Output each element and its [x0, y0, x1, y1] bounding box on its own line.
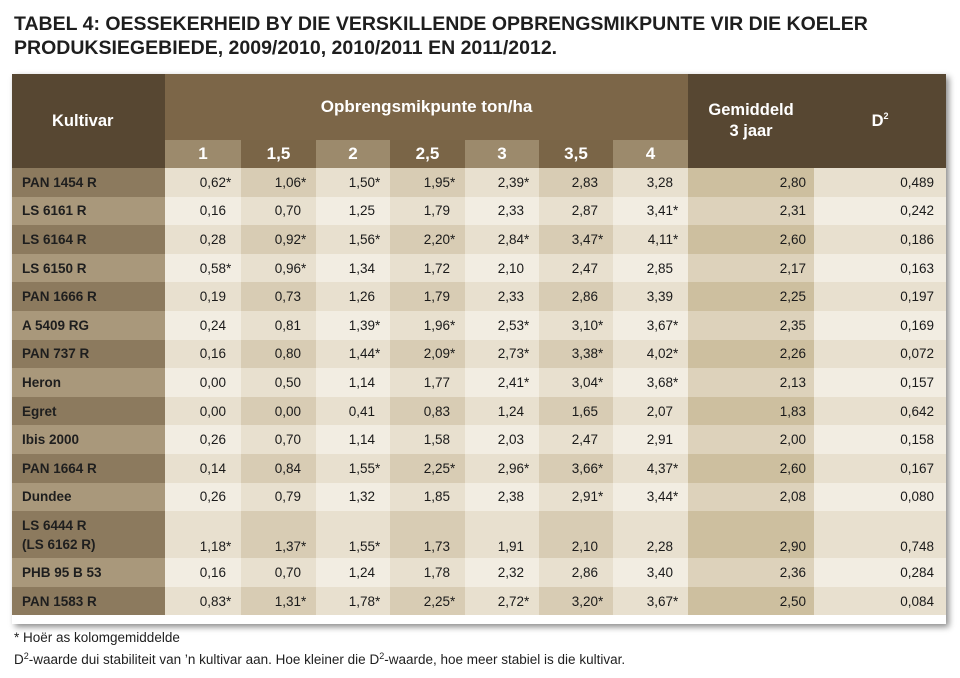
- cell-value: 0,79: [241, 483, 316, 512]
- cell-mean: 2,31: [688, 197, 814, 226]
- table-row: [12, 340, 946, 369]
- header-gemiddeld-line1: Gemiddeld: [708, 101, 794, 119]
- cell-value: 3,28: [613, 168, 688, 197]
- cell-d2: 0,748: [814, 511, 946, 558]
- cell-value: 0,28: [165, 225, 241, 254]
- cell-value: 0,73: [241, 282, 316, 311]
- cell-value: 0,16: [165, 197, 241, 226]
- cell-value: 0,83*: [165, 587, 241, 616]
- cell-value: 0,16: [165, 340, 241, 369]
- cell-kultivar: LS 6161 R: [12, 197, 165, 226]
- cell-value: 1,79: [390, 282, 465, 311]
- table-body: [12, 168, 946, 615]
- cell-value: 1,72: [390, 254, 465, 283]
- footnote-d2-a: D: [14, 652, 24, 667]
- cell-value: 0,84: [241, 454, 316, 483]
- cell-value: 0,96*: [241, 254, 316, 283]
- cell-mean: 2,90: [688, 511, 814, 558]
- cell-value: 0,00: [241, 397, 316, 426]
- cell-value: 2,47: [539, 254, 613, 283]
- cell-value: 1,37*: [241, 511, 316, 558]
- cell-value: 0,00: [165, 368, 241, 397]
- header-kultivar: Kultivar: [12, 74, 165, 168]
- cell-value: 3,67*: [613, 311, 688, 340]
- target-header: 3,5: [539, 140, 613, 168]
- cell-kultivar: PAN 737 R: [12, 340, 165, 369]
- cell-value: 0,70: [241, 425, 316, 454]
- cell-kultivar: LS 6150 R: [12, 254, 165, 283]
- cell-value: 3,04*: [539, 368, 613, 397]
- header-gemiddeld: [688, 74, 814, 168]
- cell-value: 1,96*: [390, 311, 465, 340]
- target-header: 1: [165, 140, 241, 168]
- cell-kultivar: Dundee: [12, 483, 165, 512]
- cell-kultivar: PAN 1454 R: [12, 168, 165, 197]
- header-d2: [814, 74, 946, 168]
- cell-value: 2,32: [465, 558, 539, 587]
- table-row: [12, 225, 946, 254]
- cell-d2: 0,072: [814, 340, 946, 369]
- cell-d2: 0,186: [814, 225, 946, 254]
- cell-value: 2,86: [539, 282, 613, 311]
- cell-d2: 0,163: [814, 254, 946, 283]
- cell-value: 0,50: [241, 368, 316, 397]
- target-header: 2,5: [390, 140, 465, 168]
- cell-value: 2,85: [613, 254, 688, 283]
- cell-value: 1,55*: [316, 511, 390, 558]
- table-row: [12, 368, 946, 397]
- cell-value: 0,00: [165, 397, 241, 426]
- cell-value: 0,26: [165, 425, 241, 454]
- cell-value: 0,19: [165, 282, 241, 311]
- cell-value: 2,87: [539, 197, 613, 226]
- cell-value: 1,14: [316, 425, 390, 454]
- cell-value: 1,31*: [241, 587, 316, 616]
- header-d2-label: D: [871, 111, 884, 130]
- cell-value: 2,03: [465, 425, 539, 454]
- cell-kultivar: PAN 1664 R: [12, 454, 165, 483]
- table-row: [12, 558, 946, 587]
- cell-value: 1,26: [316, 282, 390, 311]
- table-row: [12, 511, 946, 558]
- cell-value: 2,10: [465, 254, 539, 283]
- cell-d2: 0,158: [814, 425, 946, 454]
- cell-mean: 2,13: [688, 368, 814, 397]
- cell-value: 0,26: [165, 483, 241, 512]
- cell-value: 0,70: [241, 558, 316, 587]
- title-line-2: PRODUKSIEGEBIEDE, 2009/2010, 2010/2011 EN 2011/2012.: [14, 37, 558, 59]
- cell-kultivar: Ibis 2000: [12, 425, 165, 454]
- cell-value: 3,39: [613, 282, 688, 311]
- cell-mean: 2,50: [688, 587, 814, 616]
- cell-value: 1,58: [390, 425, 465, 454]
- cell-value: 1,77: [390, 368, 465, 397]
- cell-value: 0,80: [241, 340, 316, 369]
- cell-mean: 2,60: [688, 225, 814, 254]
- title-line-1: TABEL 4: OESSEKERHEID BY DIE VERSKILLENDE OPBRENGSMIKPUNTE VIR DIE KOELER: [14, 13, 868, 35]
- table-title: [14, 12, 944, 60]
- cell-value: 2,25*: [390, 587, 465, 616]
- target-header: 4: [613, 140, 688, 168]
- cell-d2: 0,157: [814, 368, 946, 397]
- cell-kultivar: LS 6164 R: [12, 225, 165, 254]
- cell-value: 1,85: [390, 483, 465, 512]
- cell-value: 2,38: [465, 483, 539, 512]
- table-row: [12, 483, 946, 512]
- header-opbrengsmikpunte: Opbrengsmikpunte ton/ha: [165, 74, 688, 140]
- cell-kultivar: PAN 1666 R: [12, 282, 165, 311]
- cell-value: 0,41: [316, 397, 390, 426]
- cell-value: 1,56*: [316, 225, 390, 254]
- cell-d2: 0,489: [814, 168, 946, 197]
- cell-value: 3,68*: [613, 368, 688, 397]
- cell-value: 1,78*: [316, 587, 390, 616]
- cell-value: 1,44*: [316, 340, 390, 369]
- cell-value: 2,41*: [465, 368, 539, 397]
- cell-value: 2,33: [465, 197, 539, 226]
- cell-value: 1,18*: [165, 511, 241, 558]
- footnote-d2-b: -waarde dui stabiliteit van ’n kultivar aan. Hoe kleiner die D: [28, 652, 380, 667]
- cell-kultivar: PAN 1583 R: [12, 587, 165, 616]
- footnote-asterisk: * Hoër as kolomgemiddelde: [14, 630, 180, 645]
- cell-kultivar: Heron: [12, 368, 165, 397]
- cell-value: 2,33: [465, 282, 539, 311]
- cell-value: 2,96*: [465, 454, 539, 483]
- cell-value: 0,16: [165, 558, 241, 587]
- cell-value: 1,50*: [316, 168, 390, 197]
- cell-value: 0,24: [165, 311, 241, 340]
- cell-mean: 2,80: [688, 168, 814, 197]
- table-row: [12, 425, 946, 454]
- cell-value: 0,58*: [165, 254, 241, 283]
- cell-mean: 2,26: [688, 340, 814, 369]
- cell-value: 3,67*: [613, 587, 688, 616]
- table-container: [12, 74, 946, 624]
- footnote-d2-sup2: 2: [379, 651, 385, 661]
- table-row: [12, 397, 946, 426]
- cell-value: 0,62*: [165, 168, 241, 197]
- cell-value: 4,37*: [613, 454, 688, 483]
- target-header: 1,5: [241, 140, 316, 168]
- cell-value: 3,40: [613, 558, 688, 587]
- cell-d2: 0,242: [814, 197, 946, 226]
- cell-value: 1,14: [316, 368, 390, 397]
- table-row: [12, 254, 946, 283]
- header-gemiddeld-line2: 3 jaar: [729, 122, 773, 140]
- table-row: [12, 282, 946, 311]
- cell-value: 1,39*: [316, 311, 390, 340]
- cell-d2: 0,284: [814, 558, 946, 587]
- cell-value: 2,10: [539, 511, 613, 558]
- cell-value: 3,44*: [613, 483, 688, 512]
- table-row: [12, 454, 946, 483]
- cell-value: 2,07: [613, 397, 688, 426]
- cell-value: 1,34: [316, 254, 390, 283]
- target-header: 3: [465, 140, 539, 168]
- cell-d2: 0,197: [814, 282, 946, 311]
- cell-value: 1,78: [390, 558, 465, 587]
- cell-value: 3,20*: [539, 587, 613, 616]
- cell-mean: 2,25: [688, 282, 814, 311]
- cell-value: 3,47*: [539, 225, 613, 254]
- cell-mean: 2,17: [688, 254, 814, 283]
- cell-value: 1,79: [390, 197, 465, 226]
- cell-mean: 2,36: [688, 558, 814, 587]
- table-row: [12, 311, 946, 340]
- cell-kultivar: A 5409 RG: [12, 311, 165, 340]
- cell-value: 2,91: [613, 425, 688, 454]
- cell-value: 4,11*: [613, 225, 688, 254]
- data-table: [12, 74, 946, 615]
- cell-value: 0,83: [390, 397, 465, 426]
- cell-mean: 1,83: [688, 397, 814, 426]
- cell-kultivar: PHB 95 B 53: [12, 558, 165, 587]
- footnote-d2-sup1: 2: [23, 651, 29, 661]
- cell-value: 2,39*: [465, 168, 539, 197]
- cell-value: 2,84*: [465, 225, 539, 254]
- cell-kultivar: [12, 511, 165, 558]
- cell-value: 2,20*: [390, 225, 465, 254]
- cell-mean: 2,35: [688, 311, 814, 340]
- cell-d2: 0,084: [814, 587, 946, 616]
- table-row: [12, 168, 946, 197]
- cell-kultivar-line1: LS 6444 R: [22, 517, 87, 533]
- cell-mean: 2,08: [688, 483, 814, 512]
- cell-value: 1,73: [390, 511, 465, 558]
- footnote-d2-c: -waarde, hoe meer stabiel is die kultivar.: [384, 652, 626, 667]
- table-row: [12, 197, 946, 226]
- cell-value: 2,47: [539, 425, 613, 454]
- cell-d2: 0,642: [814, 397, 946, 426]
- header-d2-sup: 2: [883, 110, 889, 121]
- cell-kultivar: Egret: [12, 397, 165, 426]
- cell-value: 2,25*: [390, 454, 465, 483]
- cell-value: 2,86: [539, 558, 613, 587]
- cell-value: 2,73*: [465, 340, 539, 369]
- cell-d2: 0,080: [814, 483, 946, 512]
- cell-value: 1,55*: [316, 454, 390, 483]
- cell-value: 3,66*: [539, 454, 613, 483]
- cell-value: 0,70: [241, 197, 316, 226]
- cell-value: 2,83: [539, 168, 613, 197]
- cell-value: 2,53*: [465, 311, 539, 340]
- cell-value: 3,10*: [539, 311, 613, 340]
- cell-value: 2,91*: [539, 483, 613, 512]
- cell-value: 1,32: [316, 483, 390, 512]
- cell-d2: 0,167: [814, 454, 946, 483]
- table-row: [12, 587, 946, 616]
- cell-value: 1,65: [539, 397, 613, 426]
- cell-value: 2,28: [613, 511, 688, 558]
- cell-value: 1,95*: [390, 168, 465, 197]
- cell-value: 1,24: [316, 558, 390, 587]
- cell-value: 3,41*: [613, 197, 688, 226]
- cell-value: 0,81: [241, 311, 316, 340]
- cell-kultivar-line2: (LS 6162 R): [22, 536, 96, 552]
- cell-value: 1,24: [465, 397, 539, 426]
- footnote-d2: [14, 652, 625, 667]
- cell-value: 2,72*: [465, 587, 539, 616]
- cell-value: 0,14: [165, 454, 241, 483]
- cell-value: 1,25: [316, 197, 390, 226]
- target-header: 2: [316, 140, 390, 168]
- cell-value: 0,92*: [241, 225, 316, 254]
- cell-value: 1,06*: [241, 168, 316, 197]
- cell-value: 2,09*: [390, 340, 465, 369]
- cell-mean: 2,60: [688, 454, 814, 483]
- cell-value: 4,02*: [613, 340, 688, 369]
- cell-value: 1,91: [465, 511, 539, 558]
- cell-mean: 2,00: [688, 425, 814, 454]
- cell-d2: 0,169: [814, 311, 946, 340]
- cell-value: 3,38*: [539, 340, 613, 369]
